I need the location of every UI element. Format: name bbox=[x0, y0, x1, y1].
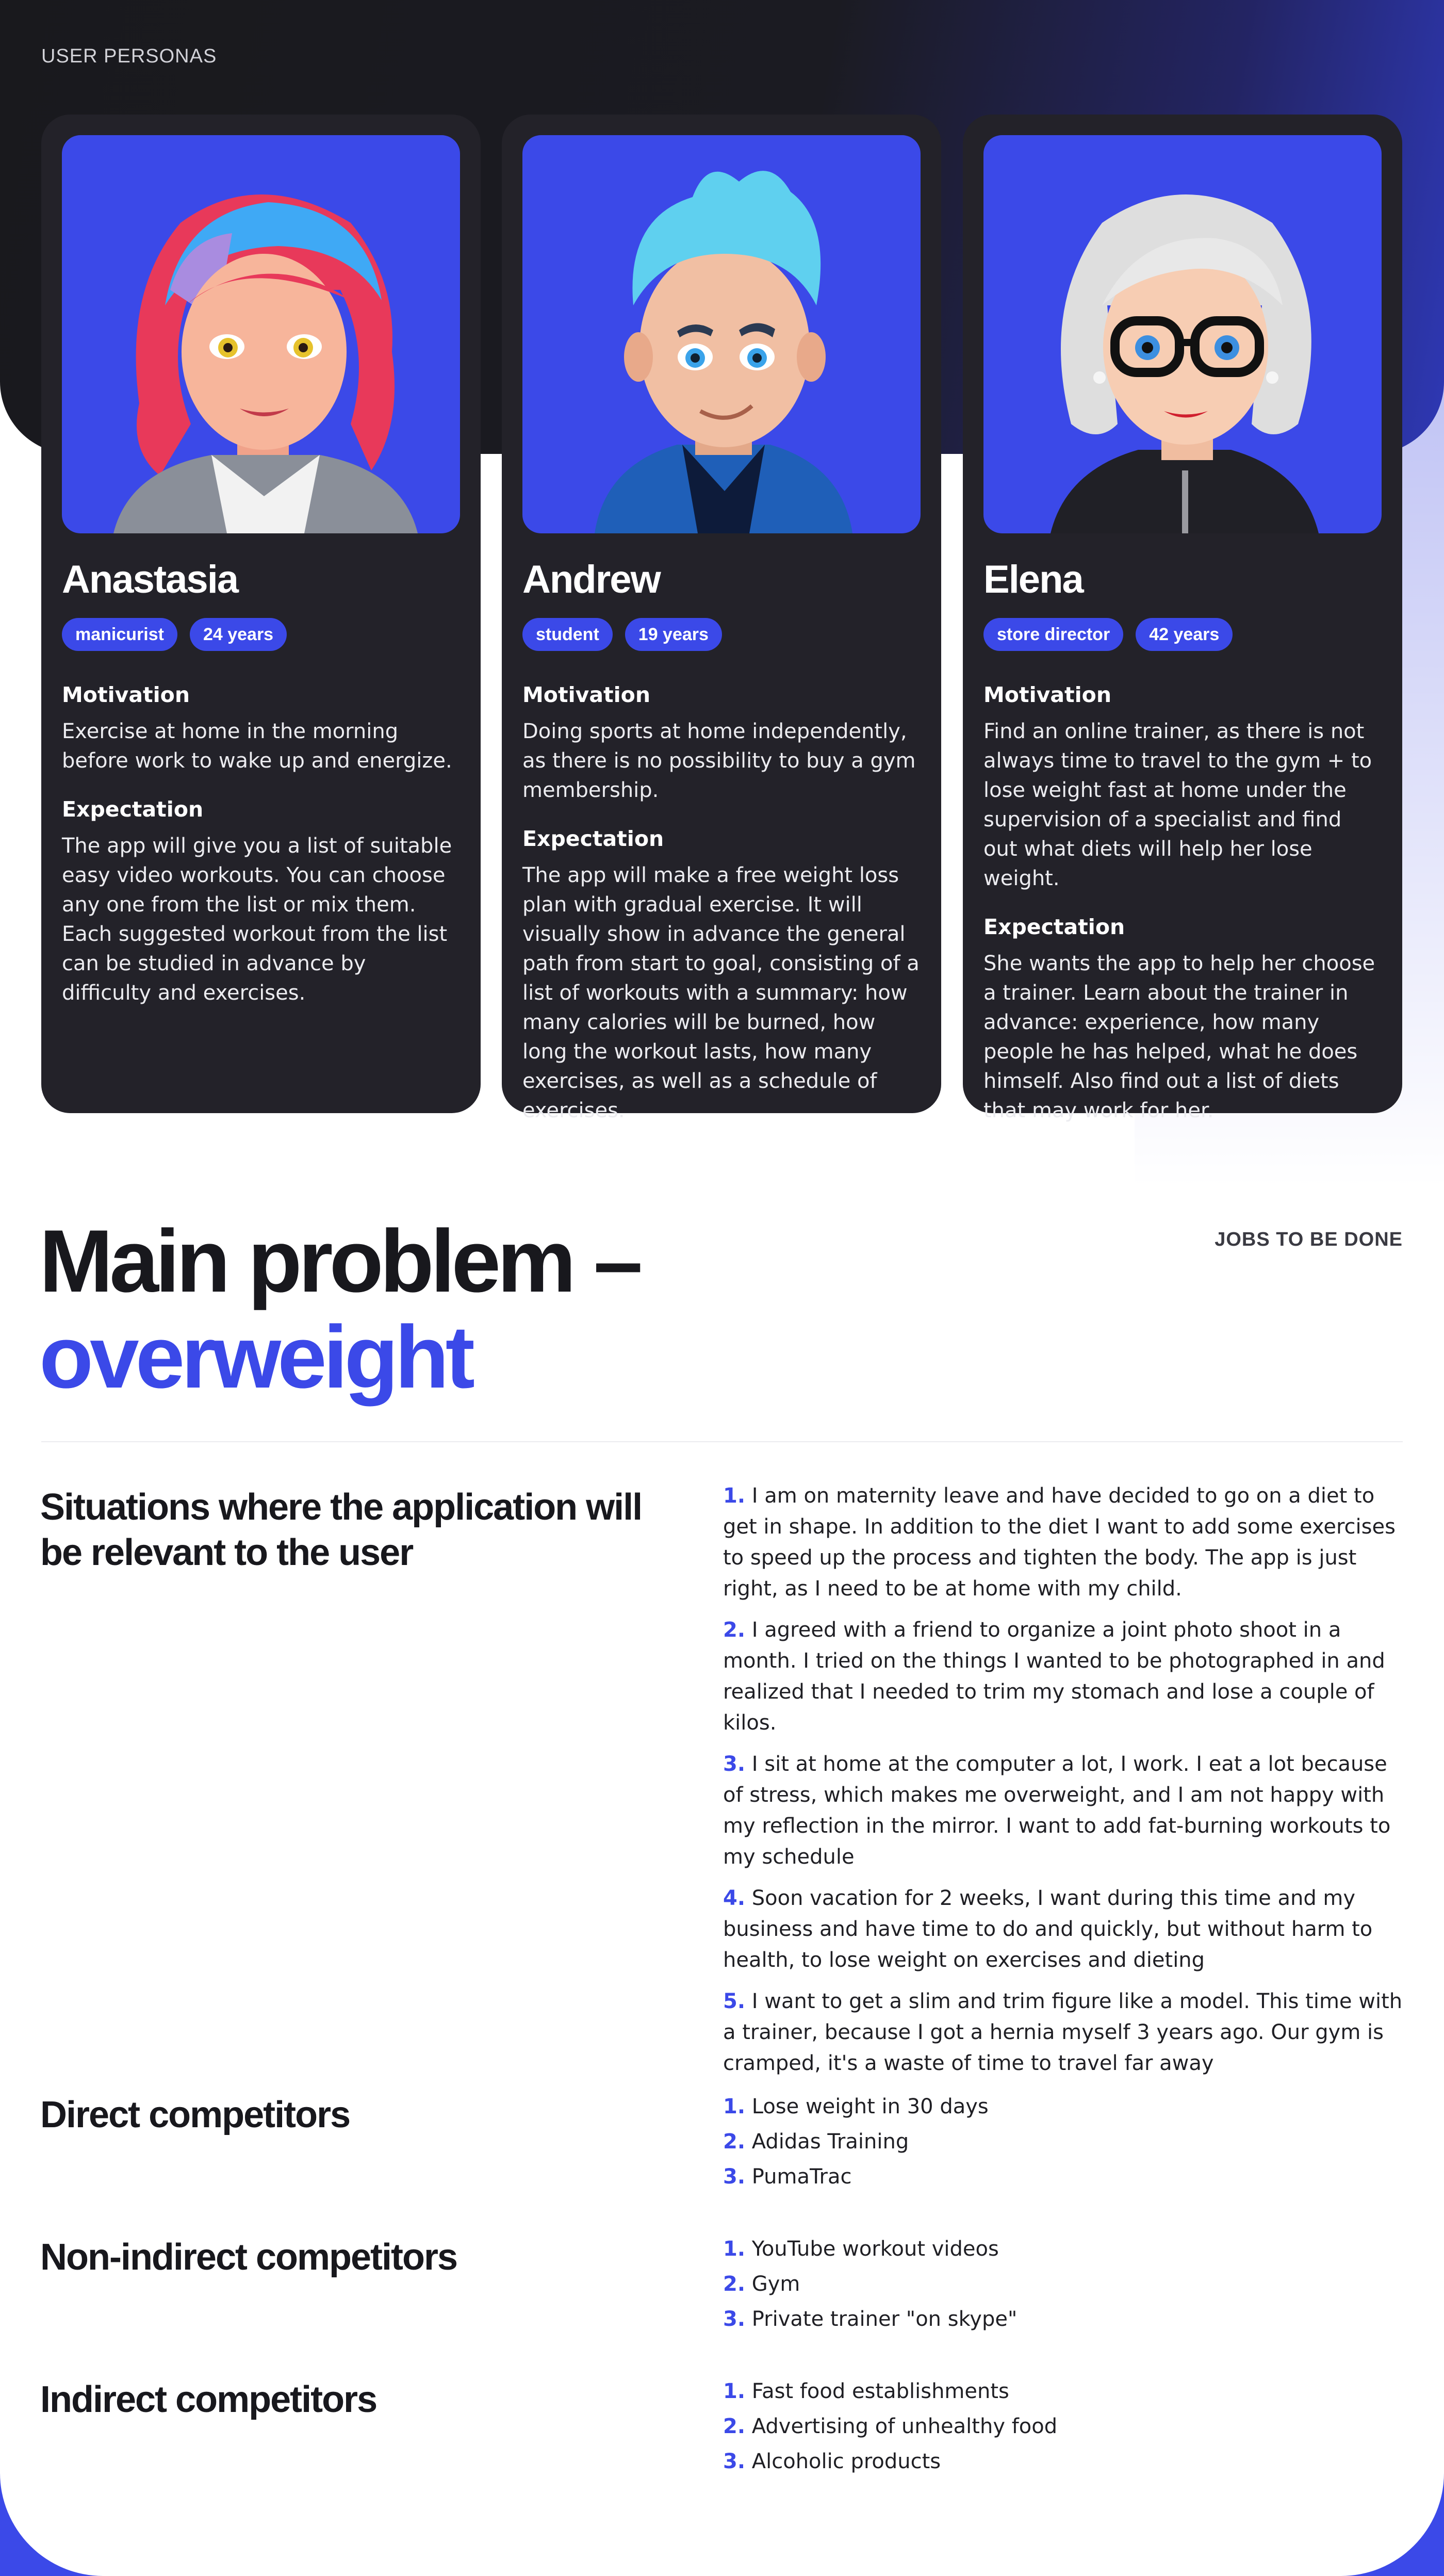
main-problem-accent: overweight bbox=[39, 1308, 471, 1407]
expectation-label: Expectation bbox=[62, 797, 204, 822]
list-item: 2. Adidas Training bbox=[723, 2130, 909, 2154]
indirect-competitors-title: Indirect competitors bbox=[40, 2379, 377, 2420]
list-item: 1. YouTube workout videos bbox=[723, 2237, 999, 2261]
direct-competitors-list bbox=[723, 2091, 1404, 2196]
list-item: 2. Advertising of unhealthy food bbox=[723, 2415, 1058, 2438]
situations-title: Situations where the application will be relevant to the user bbox=[40, 1487, 642, 1573]
persona-name: Andrew bbox=[522, 558, 660, 601]
list-item: 3. I sit at home at the computer a lot, I work. I eat a lot because of stress, which makes me overweight, and I am not happy with my reflection in the mirror. I want to add fat-burning workouts to my schedule bbox=[723, 1752, 1391, 1869]
age-badge: 42 years bbox=[1136, 618, 1233, 651]
section-divider bbox=[41, 1441, 1403, 1442]
persona-card-andrew bbox=[502, 115, 941, 1122]
section-tag-jobs-to-be-done: JOBS TO BE DONE bbox=[1215, 1229, 1403, 1250]
avatar-andrew bbox=[522, 135, 921, 533]
motivation-text: Exercise at home in the morning before work to wake up and energize. bbox=[62, 720, 452, 773]
motivation-label: Motivation bbox=[522, 682, 651, 707]
motivation-label: Motivation bbox=[62, 682, 190, 707]
motivation-text: Doing sports at home independently, as there is no possibility to buy a gym membership. bbox=[522, 720, 916, 802]
list-item: 3. PumaTrac bbox=[723, 2165, 852, 2189]
occupation-badge: manicurist bbox=[62, 618, 177, 651]
avatar-anastasia bbox=[62, 135, 460, 533]
non-indirect-competitors-title: Non-indirect competitors bbox=[40, 2237, 457, 2278]
expectation-text: She wants the app to help her choose a trainer. Learn about the trainer in advance: experience, how many people he has helped, what he does himself. Also find out a list of diets that may work for her. bbox=[983, 952, 1375, 1122]
list-item: 1. Fast food establishments bbox=[723, 2379, 1009, 2403]
section-tag-user-personas: USER PERSONAS bbox=[41, 45, 217, 67]
list-item: 3. Private trainer "on skype" bbox=[723, 2307, 1018, 2331]
expectation-label: Expectation bbox=[983, 915, 1125, 939]
non-indirect-competitors-list bbox=[723, 2233, 1404, 2339]
avatar-elena bbox=[983, 135, 1382, 533]
indirect-competitors-list bbox=[723, 2376, 1404, 2481]
age-badge: 19 years bbox=[625, 618, 722, 651]
list-item: 4. Soon vacation for 2 weeks, I want during this time and my business and have time to do and quickly, but without harm to health, to lose weight on exercises and dieting bbox=[723, 1886, 1373, 1972]
expectation-text: The app will give you a list of suitable easy video workouts. You can choose any one from the list or mix them. Each suggested workout from the list can be studied in advance by difficulty and exercises. bbox=[62, 834, 452, 1005]
motivation-text: Find an online trainer, as there is not always time to travel to the gym + to lose weight fast at home under the supervision of a specialist and find out what diets will help her lose weight. bbox=[983, 720, 1372, 890]
persona-badges bbox=[522, 618, 921, 651]
expectation-text: The app will make a free weight loss plan with gradual exercise. It will visually show in advance the general path from start to goal, consisting of a list of workouts with a summary: how many calories will be burned, how long the workout lasts, how many exercises, as well as a schedule of exercises. bbox=[522, 863, 920, 1122]
main-problem-line: Main problem – bbox=[39, 1212, 639, 1311]
list-item: 1. Lose weight in 30 days bbox=[723, 2095, 989, 2118]
situations-list bbox=[723, 1480, 1404, 2089]
persona-badges bbox=[62, 618, 460, 651]
direct-competitors-title: Direct competitors bbox=[40, 2094, 350, 2135]
list-item: 2. Gym bbox=[723, 2272, 800, 2296]
persona-card-elena bbox=[963, 115, 1402, 1122]
occupation-badge: student bbox=[522, 618, 613, 651]
list-item: 3. Alcoholic products bbox=[723, 2450, 941, 2473]
motivation-label: Motivation bbox=[983, 682, 1112, 707]
list-item: 1. I am on maternity leave and have decided to go on a diet to get in shape. In addition to the diet I want to add some exercises to speed up the process and tighten the body. The app is just right, as I need to be at home with my child. bbox=[723, 1484, 1396, 1601]
persona-badges bbox=[983, 618, 1382, 651]
persona-name: Anastasia bbox=[62, 558, 238, 601]
persona-name: Elena bbox=[983, 558, 1083, 601]
list-item: 2. I agreed with a friend to organize a joint photo shoot in a month. I tried on the things I wanted to be photographed in and realized that I needed to trim my stomach and lose a couple of kilos. bbox=[723, 1618, 1385, 1735]
persona-card-anastasia bbox=[41, 115, 481, 1113]
list-item: 5. I want to get a slim and trim figure like a model. This time with a trainer, because I got a hernia myself 3 years ago. Our gym is cramped, it's a waste of time to travel far away bbox=[723, 1990, 1403, 2075]
expectation-label: Expectation bbox=[522, 826, 664, 851]
occupation-badge: store director bbox=[983, 618, 1123, 651]
age-badge: 24 years bbox=[190, 618, 287, 651]
main-problem-title bbox=[39, 1213, 639, 1405]
